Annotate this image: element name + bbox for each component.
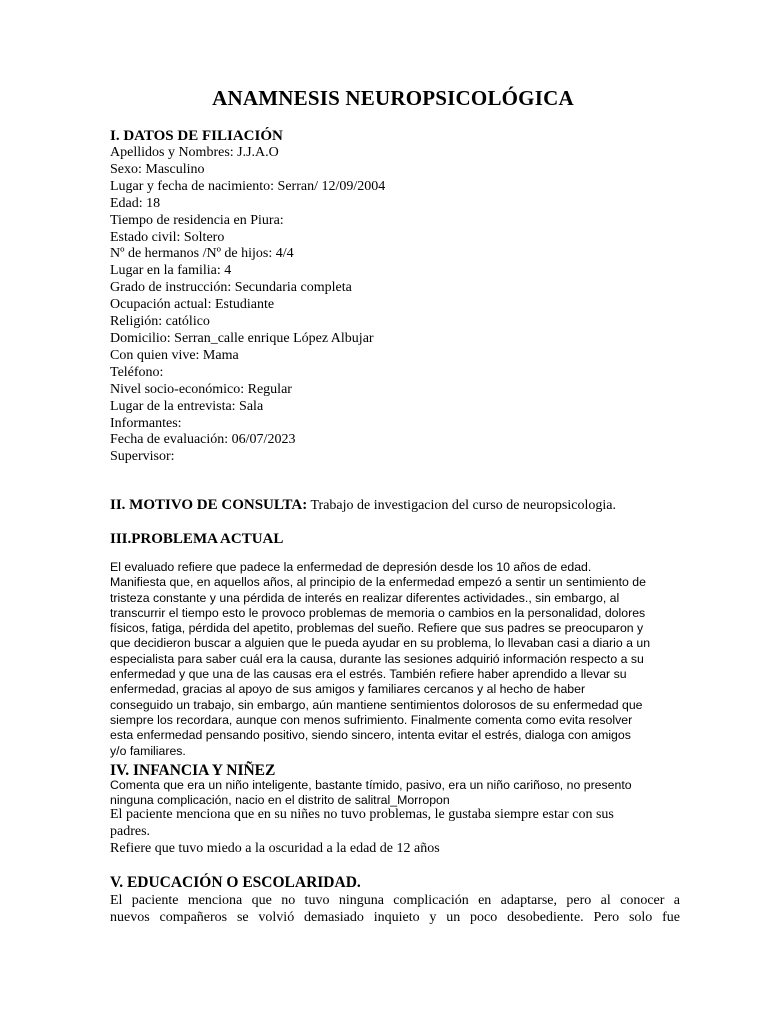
field-nacimiento: Lugar y fecha de nacimiento: Serran/ 12/09/2004 (110, 178, 386, 194)
infancia-line: El paciente menciona que en su niñes no tuvo problemas, le gustaba siempre estar con sus (110, 807, 614, 822)
section-problema (110, 530, 680, 548)
problema-line: enfermedad y que una de las causas era el estrés. También refiere haber aprendido a llevar su (110, 667, 627, 682)
field-hermanos: Nº de hermanos /Nº de hijos: 4/4 (110, 246, 294, 262)
problema-line: enfermedad, gracias al apoyo de sus amigos y familiares cercanos y al hecho de haber (110, 682, 586, 697)
infancia-serif-paragraph (110, 806, 680, 857)
field-supervisor: Supervisor: (110, 449, 175, 465)
problema-line: transcurrir el tiempo esto le provoco problemas de memoria o cambios en la personalidad, dolores (110, 605, 646, 620)
motivo-text: Trabajo de investigacion del curso de neuropsicologia. (307, 498, 616, 513)
section-heading-infancia: IV. INFANCIA Y NIÑEZ (110, 762, 276, 779)
field-fecha-evaluacion: Fecha de evaluación: 06/07/2023 (110, 432, 296, 448)
problema-line: siempre los recordara, aunque con menos sufrimiento. Finalmente comenta como evita resolver (110, 712, 633, 727)
field-telefono: Teléfono: (110, 364, 164, 380)
infancia-sans-paragraph (110, 778, 680, 809)
field-nivel-socioeconomico: Nivel socio-económico: Regular (110, 381, 292, 397)
problema-line: y/o familiares. (110, 743, 186, 758)
problema-line: El evaluado refiere que padece la enfermedad de depresión desde los 10 años de edad. (110, 560, 592, 574)
problema-line: físicos, fatiga, pérdida del apetito, problemas del sueño. Refiere que sus padres se preocuparon y (110, 621, 644, 636)
problema-line: que decidieron buscar a alguien que le pueda ayudar en su problema, lo llevaban casi a diario a un (110, 636, 651, 651)
field-religion: Religión: católico (110, 314, 210, 330)
section-heading-motivo: II. MOTIVO DE CONSULTA: (110, 497, 308, 513)
section-filiacion (110, 127, 680, 466)
educacion-paragraph (110, 892, 680, 926)
field-edad: Edad: 18 (110, 195, 161, 211)
educacion-line: nuevos compañeros se volvió demasiado inquieto y un poco desobediente. Pero solo fue (110, 910, 680, 925)
infancia-line: Comenta que era un niño inteligente, bastante tímido, pasivo, era un niño cariñoso, no presento (110, 778, 632, 792)
field-ocupacion: Ocupación actual: Estudiante (110, 297, 275, 313)
field-sexo: Sexo: Masculino (110, 161, 205, 177)
section-heading-filiacion: I. DATOS DE FILIACIÓN (110, 128, 283, 144)
field-vive-con: Con quien vive: Mama (110, 347, 239, 363)
section-heading-problema: III.PROBLEMA ACTUAL (110, 531, 284, 547)
problema-line: especialista para saber cuál era la causa, durante las sesiones adquirió información respecto a su (110, 651, 644, 666)
problema-line: tristeza constante y una pérdida de interés en realizar diferentes actividades., sin embargo, al (110, 590, 620, 605)
problema-line: Manifiesta que, en aquellos años, al principio de la enfermedad empezó a sentir un sentimiento de (110, 575, 646, 590)
field-informantes: Informantes: (110, 415, 182, 431)
infancia-line: ninguna complicación, nacio en el distrito de salitral_Morropon (110, 793, 450, 808)
field-nombres: Apellidos y Nombres: J.J.A.O (110, 145, 279, 160)
field-lugar-entrevista: Lugar de la entrevista: Sala (110, 398, 264, 414)
field-lugar-familia: Lugar en la familia: 4 (110, 263, 232, 279)
section-heading-educacion: V. EDUCACIÓN O ESCOLARIDAD. (110, 874, 361, 891)
problema-line: conseguido un trabajo, sin embargo, aún mantiene sentimientos dolorosos de su enfermedad que (110, 697, 643, 712)
educacion-line: El paciente menciona que no tuvo ninguna complicación en adaptarse, pero al conocer a (110, 893, 680, 908)
field-estado-civil: Estado civil: Soltero (110, 229, 225, 245)
infancia-line: padres. (110, 824, 151, 839)
document-title: ANAMNESIS NEUROPSICOLÓGICA (212, 86, 574, 110)
field-residencia: Tiempo de residencia en Piura: (110, 212, 284, 228)
field-instruccion: Grado de instrucción: Secundaria completa (110, 280, 352, 296)
problema-paragraph (110, 560, 680, 759)
section-motivo (110, 496, 680, 515)
infancia-line: Refiere que tuvo miedo a la oscuridad a la edad de 12 años (110, 841, 440, 856)
field-domicilio: Domicilio: Serran_calle enrique López Albujar (110, 330, 374, 346)
section-educacion (110, 874, 680, 892)
problema-line: esta enfermedad pensando positivo, siendo sincero, intenta evitar el estrés, dialoga con amigos (110, 728, 631, 743)
filiacion-fields (110, 145, 680, 466)
